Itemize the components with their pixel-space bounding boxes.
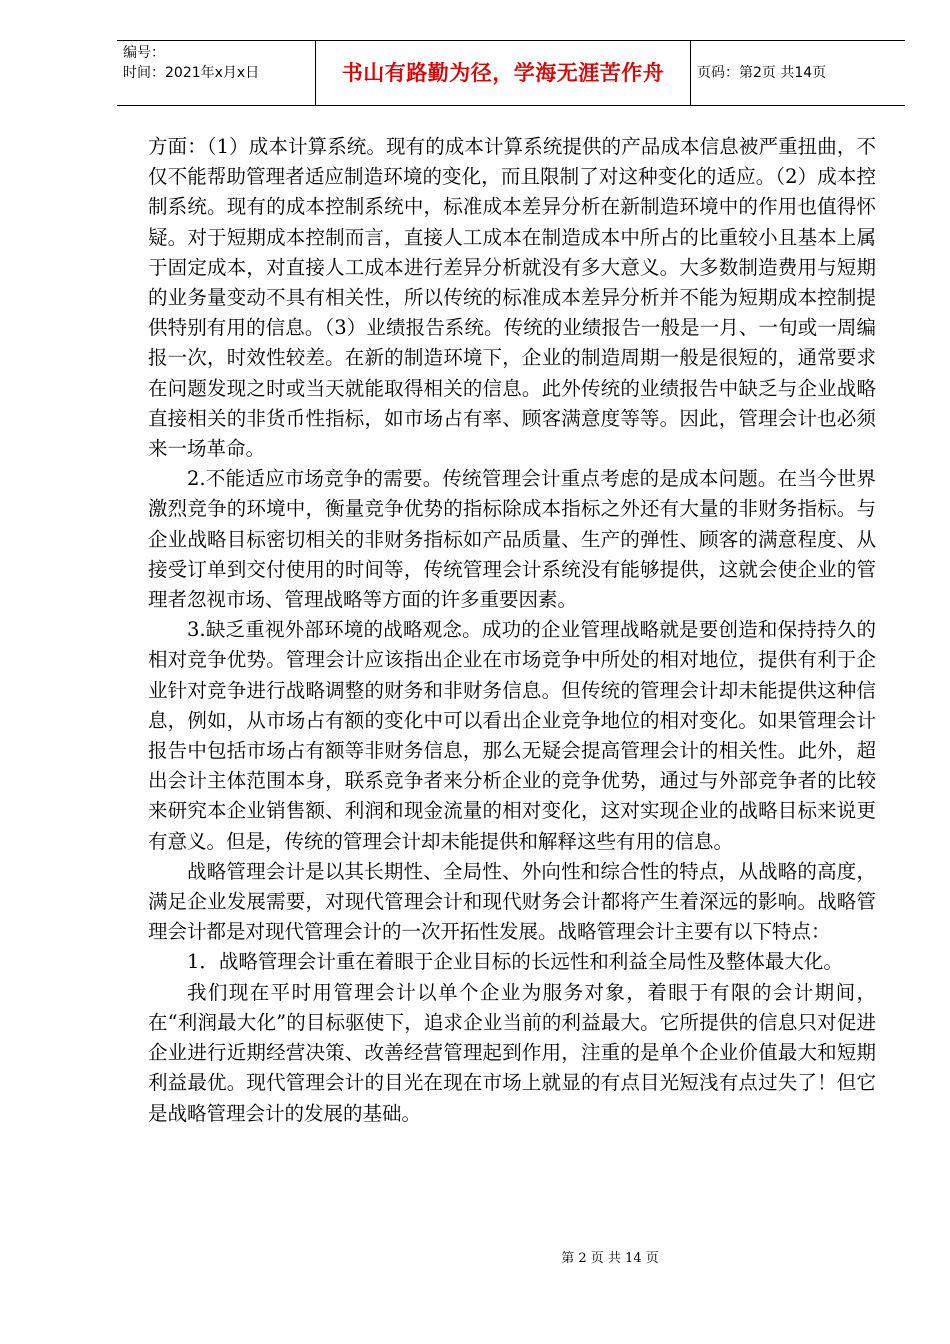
body-paragraph-6: 我们现在平时用管理会计以单个企业为服务对象，着眼于有限的会计期间，在“利润最大化”的目标驱使下，追求企业当前的利益最大。它所提供的信息只对促进企业进行近期经营决策、改善经营管理起到作用，注重的是单个企业价值最大和短期利益最优。现代管理会计的目光在现在市场上就显的有点目光短浅有点过失了！但它是战略管理会计的发展的基础。: [148, 980, 876, 1125]
body-paragraph-5: 1．战略管理会计重在着眼于企业目标的长远性和利益全局性及整体最大化。: [187, 950, 843, 974]
page-footer: [0, 1247, 950, 1266]
header-page-cell: [691, 41, 905, 105]
document-number-label: 编号：: [123, 45, 165, 61]
body-paragraph-3: 3.缺乏重视外部环境的战略观念。成功的企业管理战略就是要创造和保持持久的相对竞争优势。管理会计应该指出企业在市场竞争中所处的相对地位，提供有利于企业针对竞争进行战略调整的财务和非财务信息。但传统的管理会计却未能提供这种信息，例如，从市场占有额的变化中可以看出企业竞争地位的相对变化。如果管理会计报告中包括市场占有额等非财务信息，那么无疑会提高管理会计的相关性。此外，超出会计主体范围本身，联系竞争者来分析企业的竞争优势，通过与外部竞争者的比较来研究本企业销售额、利润和现金流量的相对变化，这对实现企业的战略目标来说更有意义。但是，传统的管理会计却未能提供和解释这些有用的信息。: [148, 618, 876, 853]
page-header: [117, 40, 905, 106]
body-paragraph-1: 方面：（1）成本计算系统。现有的成本计算系统提供的产品成本信息被严重扭曲，不仅不能帮助管理者适应制造环境的变化，而且限制了对这种变化的适应。（2）成本控制系统。现有的成本控制系统中，标准成本差异分析在新制造环境中的作用也值得怀疑。对于短期成本控制而言，直接人工成本在制造成本中所占的比重较小且基本上属于固定成本，对直接人工成本进行差异分析就没有多大意义。大多数制造费用与短期的业务量变动不具有相关性，所以传统的标准成本差异分析并不能为短期成本控制提供特别有用的信息。（3）业绩报告系统。传统的业绩报告一般是一月、一旬或一周编报一次，时效性较差。在新的制造环境下，企业的制造周期一般是很短的，通常要求在问题发现之时或当天就能取得相关的信息。此外传统的业绩报告中缺乏与企业战略直接相关的非货币性指标，如市场占有率、顾客满意度等等。因此，管理会计也必须来一场革命。: [148, 135, 876, 461]
document-time-label: 时间：2021年x月x日: [123, 65, 260, 81]
header-meta-cell: [117, 41, 316, 105]
footer-page-number: 第 2 页 共 14 页: [561, 1251, 659, 1266]
header-motto-cell: [316, 41, 691, 105]
header-motto: 书山有路勤为径，学海无涯苦作舟: [341, 61, 665, 85]
body-paragraph-2: 2.不能适应市场竞争的需要。传统管理会计重点考虑的是成本问题。在当今世界激烈竞争的环境中，衡量竞争优势的指标除成本指标之外还有大量的非财务指标。与企业战略目标密切相关的非财务指标如产品质量、生产的弹性、顾客的满意程度、从接受订单到交付使用的时间等，传统管理会计系统没有能够提供，这就会使企业的管理者忽视市场、管理战略等方面的许多重要因素。: [148, 467, 876, 612]
header-page-info: 页码：第2页 共14页: [697, 65, 827, 81]
document-body: [148, 132, 876, 1129]
body-paragraph-4: 战略管理会计是以其长期性、全局性、外向性和综合性的特点，从战略的高度，满足企业发展需要，对现代管理会计和现代财务会计都将产生着深远的影响。战略管理会计都是对现代管理会计的一次开拓性发展。战略管理会计主要有以下特点：: [148, 859, 876, 944]
